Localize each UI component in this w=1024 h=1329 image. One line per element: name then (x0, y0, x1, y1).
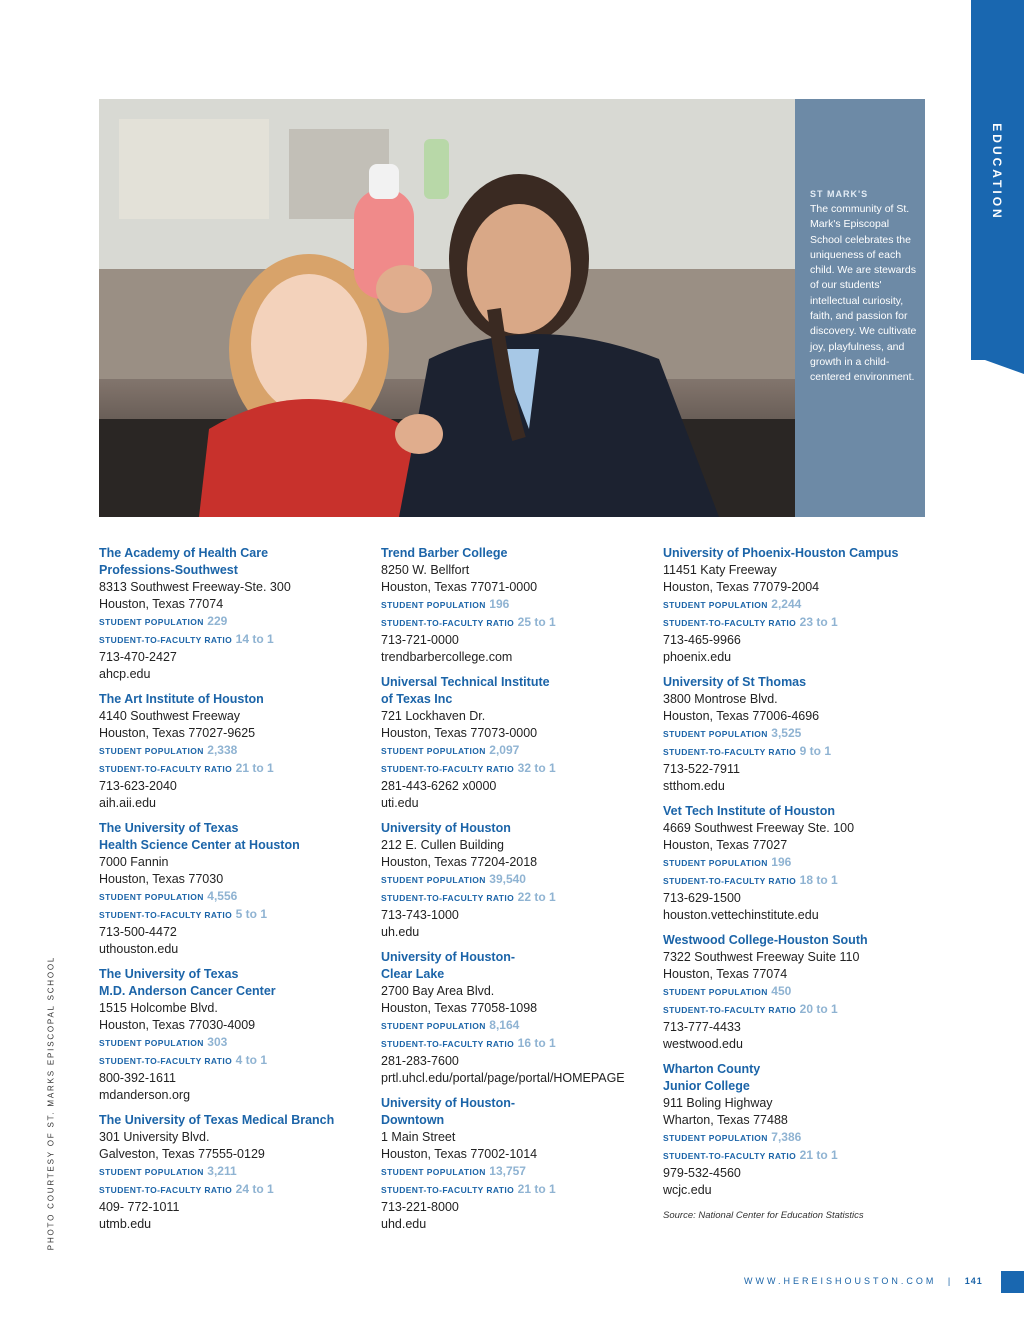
student-population-row (381, 596, 651, 614)
address-line: Houston, Texas 77058-1098 (381, 1001, 538, 1015)
student-population-value: 13,757 (489, 1164, 526, 1178)
address-line: Wharton, Texas 77488 (663, 1113, 788, 1127)
section-tab-notch (985, 360, 1024, 374)
address-line: Houston, Texas 77073-0000 (381, 726, 538, 740)
phone-number: 281-443-6262 x0000 (381, 779, 497, 793)
institution-name: University of Houston- (381, 950, 516, 964)
student-population-value: 450 (771, 984, 792, 998)
student-population-value: 8,164 (489, 1018, 520, 1032)
student-faculty-ratio-value: 18 to 1 (799, 873, 838, 887)
student-faculty-ratio-row (99, 1052, 369, 1070)
institution-name: of Texas Inc (381, 692, 453, 706)
student-population-value: 3,525 (771, 726, 802, 740)
student-faculty-ratio-label: STUDENT-TO-FACULTY RATIO (381, 1185, 515, 1195)
website: uhd.edu (381, 1217, 427, 1231)
directory-column-1 (99, 545, 369, 1241)
student-population-label: STUDENT POPULATION (99, 1038, 204, 1048)
website: mdanderson.org (99, 1088, 191, 1102)
page-number: 141 (964, 1276, 983, 1286)
student-population-row (99, 613, 369, 631)
phone-number: 713-629-1500 (663, 891, 741, 905)
address-line: 2700 Bay Area Blvd. (381, 984, 495, 998)
address-line: 911 Boling Highway (663, 1096, 773, 1110)
institution-name: Trend Barber College (381, 546, 508, 560)
student-faculty-ratio-row (99, 906, 369, 924)
student-faculty-ratio-label: STUDENT-TO-FACULTY RATIO (381, 1039, 515, 1049)
student-faculty-ratio-label: STUDENT-TO-FACULTY RATIO (381, 764, 515, 774)
feature-photo (99, 99, 795, 517)
institution-name: The Art Institute of Houston (99, 692, 264, 706)
website: uti.edu (381, 796, 419, 810)
student-population-label: STUDENT POPULATION (381, 875, 486, 885)
student-faculty-ratio-value: 22 to 1 (517, 890, 556, 904)
institution-name: Junior College (663, 1079, 750, 1093)
website: trendbarbercollege.com (381, 650, 513, 664)
address-line: 301 University Blvd. (99, 1130, 210, 1144)
footer-separator: | (947, 1276, 954, 1286)
student-population-row (663, 854, 963, 872)
page-footer (744, 1276, 983, 1286)
address-line: Houston, Texas 77074 (663, 967, 788, 981)
student-faculty-ratio-value: 23 to 1 (799, 615, 838, 629)
directory-entry (663, 932, 963, 1053)
directory-entry (99, 691, 369, 812)
institution-name: Universal Technical Institute (381, 675, 550, 689)
website: utmb.edu (99, 1217, 152, 1231)
student-population-value: 3,211 (207, 1164, 237, 1178)
student-faculty-ratio-row (381, 614, 651, 632)
address-line: 7000 Fannin (99, 855, 169, 869)
student-faculty-ratio-label: STUDENT-TO-FACULTY RATIO (99, 910, 233, 920)
directory-column-2 (381, 545, 651, 1241)
phone-number: 713-470-2427 (99, 650, 177, 664)
institution-name: The University of Texas (99, 821, 239, 835)
address-line: Houston, Texas 77071-0000 (381, 580, 538, 594)
institution-name: The Academy of Health Care (99, 546, 269, 560)
address-line: Houston, Texas 77204-2018 (381, 855, 538, 869)
directory-entry (99, 820, 369, 958)
student-population-value: 229 (207, 614, 228, 628)
directory-entry (381, 949, 651, 1087)
caption-title: ST MARK'S (810, 189, 869, 199)
phone-number: 800-392-1611 (99, 1071, 176, 1085)
directory-entry (381, 545, 651, 666)
student-population-row (99, 888, 369, 906)
institution-name: The University of Texas Medical Branch (99, 1113, 335, 1127)
photo-credit: PHOTO COURTESY OF ST. MARKS EPISCOPAL SCHOOL (46, 955, 56, 1251)
student-population-label: STUDENT POPULATION (381, 600, 486, 610)
phone-number: 713-522-7911 (663, 762, 740, 776)
website: phoenix.edu (663, 650, 732, 664)
student-faculty-ratio-label: STUDENT-TO-FACULTY RATIO (381, 618, 515, 628)
student-faculty-ratio-value: 4 to 1 (235, 1053, 267, 1067)
website: wcjc.edu (663, 1183, 712, 1197)
student-population-row (99, 1163, 369, 1181)
student-faculty-ratio-row (99, 631, 369, 649)
directory-entry (99, 545, 369, 683)
student-faculty-ratio-value: 14 to 1 (235, 632, 274, 646)
address-line: Houston, Texas 77079-2004 (663, 580, 820, 594)
student-population-value: 39,540 (489, 872, 526, 886)
student-population-row (381, 742, 651, 760)
phone-number: 713-721-0000 (381, 633, 459, 647)
student-population-row (381, 871, 651, 889)
student-population-label: STUDENT POPULATION (99, 746, 204, 756)
website: uthouston.edu (99, 942, 179, 956)
website: uh.edu (381, 925, 420, 939)
student-population-label: STUDENT POPULATION (381, 1021, 486, 1031)
address-line: Houston, Texas 77030 (99, 872, 224, 886)
phone-number: 409- 772-1011 (99, 1200, 180, 1214)
student-population-value: 7,386 (771, 1130, 802, 1144)
student-faculty-ratio-value: 24 to 1 (235, 1182, 274, 1196)
website: ahcp.edu (99, 667, 151, 681)
student-faculty-ratio-row (663, 1147, 963, 1165)
student-faculty-ratio-label: STUDENT-TO-FACULTY RATIO (99, 1056, 233, 1066)
student-population-label: STUDENT POPULATION (663, 1133, 768, 1143)
directory-entry (99, 966, 369, 1104)
student-faculty-ratio-label: STUDENT-TO-FACULTY RATIO (663, 747, 797, 757)
student-faculty-ratio-label: STUDENT-TO-FACULTY RATIO (663, 876, 797, 886)
directory-entry (663, 1061, 963, 1199)
student-population-label: STUDENT POPULATION (99, 1167, 204, 1177)
student-faculty-ratio-value: 32 to 1 (517, 761, 556, 775)
student-population-label: STUDENT POPULATION (381, 1167, 486, 1177)
student-faculty-ratio-row (99, 760, 369, 778)
student-faculty-ratio-value: 21 to 1 (235, 761, 274, 775)
address-line: 1515 Holcombe Blvd. (99, 1001, 218, 1015)
student-population-value: 2,338 (207, 743, 238, 757)
address-line: Houston, Texas 77002-1014 (381, 1147, 538, 1161)
address-line: 1 Main Street (381, 1130, 456, 1144)
student-population-label: STUDENT POPULATION (663, 858, 768, 868)
student-faculty-ratio-row (381, 889, 651, 907)
student-faculty-ratio-value: 21 to 1 (517, 1182, 556, 1196)
student-faculty-ratio-row (99, 1181, 369, 1199)
address-line: Houston, Texas 77027-9625 (99, 726, 256, 740)
address-line: Houston, Texas 77030-4009 (99, 1018, 256, 1032)
student-faculty-ratio-value: 20 to 1 (799, 1002, 838, 1016)
student-population-value: 2,244 (771, 597, 802, 611)
student-faculty-ratio-label: STUDENT-TO-FACULTY RATIO (381, 893, 515, 903)
feature-photo-illustration (99, 99, 795, 517)
address-line: 212 E. Cullen Building (381, 838, 504, 852)
student-population-row (381, 1163, 651, 1181)
student-population-label: STUDENT POPULATION (663, 987, 768, 997)
website: prtl.uhcl.edu/portal/page/portal/HOMEPAGE (381, 1071, 625, 1085)
student-faculty-ratio-row (663, 872, 963, 890)
student-population-row (99, 1034, 369, 1052)
institution-name: Professions-Southwest (99, 563, 238, 577)
student-population-row (663, 1129, 963, 1147)
institution-name: Health Science Center at Houston (99, 838, 300, 852)
directory-entry (381, 820, 651, 941)
website: aih.aii.edu (99, 796, 156, 810)
student-population-label: STUDENT POPULATION (663, 600, 768, 610)
institution-name: Wharton County (663, 1062, 761, 1076)
address-line: 3800 Montrose Blvd. (663, 692, 778, 706)
address-line: 4669 Southwest Freeway Ste. 100 (663, 821, 855, 835)
directory-entry (663, 545, 963, 666)
address-line: 8313 Southwest Freeway-Ste. 300 (99, 580, 291, 594)
student-population-label: STUDENT POPULATION (99, 617, 204, 627)
student-faculty-ratio-value: 25 to 1 (517, 615, 556, 629)
institution-name: Westwood College-Houston South (663, 933, 868, 947)
student-faculty-ratio-row (663, 1001, 963, 1019)
institution-name: University of Houston- (381, 1096, 516, 1110)
section-tab-label: EDUCATION (990, 123, 1004, 221)
student-faculty-ratio-row (381, 1181, 651, 1199)
address-line: Galveston, Texas 77555-0129 (99, 1147, 265, 1161)
institution-name: The University of Texas (99, 967, 239, 981)
website: westwood.edu (663, 1037, 743, 1051)
institution-name: University of Houston (381, 821, 511, 835)
student-faculty-ratio-value: 5 to 1 (235, 907, 267, 921)
phone-number: 713-221-8000 (381, 1200, 459, 1214)
phone-number: 713-777-4433 (663, 1020, 741, 1034)
student-faculty-ratio-label: STUDENT-TO-FACULTY RATIO (663, 1005, 797, 1015)
institution-name: Vet Tech Institute of Houston (663, 804, 835, 818)
student-faculty-ratio-label: STUDENT-TO-FACULTY RATIO (663, 1151, 797, 1161)
institution-name: Downtown (381, 1113, 445, 1127)
address-line: 721 Lockhaven Dr. (381, 709, 486, 723)
student-faculty-ratio-value: 9 to 1 (799, 744, 831, 758)
institution-name: University of St Thomas (663, 675, 807, 689)
footer-block (1001, 1271, 1024, 1293)
student-faculty-ratio-value: 21 to 1 (799, 1148, 838, 1162)
student-population-row (663, 596, 963, 614)
student-population-value: 196 (771, 855, 792, 869)
student-population-row (663, 725, 963, 743)
address-line: 8250 W. Bellfort (381, 563, 470, 577)
student-population-row (99, 742, 369, 760)
student-faculty-ratio-label: STUDENT-TO-FACULTY RATIO (99, 1185, 233, 1195)
institution-name: University of Phoenix-Houston Campus (663, 546, 899, 560)
student-faculty-ratio-row (663, 743, 963, 761)
student-faculty-ratio-row (663, 614, 963, 632)
student-population-value: 4,556 (207, 889, 238, 903)
student-population-value: 196 (489, 597, 510, 611)
address-line: Houston, Texas 77074 (99, 597, 224, 611)
student-population-value: 303 (207, 1035, 228, 1049)
student-population-row (663, 983, 963, 1001)
phone-number: 979-532-4560 (663, 1166, 741, 1180)
student-population-label: STUDENT POPULATION (663, 729, 768, 739)
phone-number: 281-283-7600 (381, 1054, 459, 1068)
phone-number: 713-500-4472 (99, 925, 177, 939)
footer-url: WWW.HEREISHOUSTON.COM (744, 1276, 937, 1286)
phone-number: 713-743-1000 (381, 908, 459, 922)
student-population-label: STUDENT POPULATION (99, 892, 204, 902)
phone-number: 713-623-2040 (99, 779, 177, 793)
student-population-row (381, 1017, 651, 1035)
student-population-value: 2,097 (489, 743, 520, 757)
directory-entry (99, 1112, 369, 1233)
address-line: 4140 Southwest Freeway (99, 709, 241, 723)
student-faculty-ratio-row (381, 1035, 651, 1053)
address-line: 7322 Southwest Freeway Suite 110 (663, 950, 860, 964)
directory-entry (381, 1095, 651, 1233)
student-faculty-ratio-row (381, 760, 651, 778)
website: stthom.edu (663, 779, 725, 793)
student-population-label: STUDENT POPULATION (381, 746, 486, 756)
source-note: Source: National Center for Education Statistics (663, 1210, 864, 1221)
address-line: Houston, Texas 77027 (663, 838, 788, 852)
directory-entry (663, 803, 963, 924)
student-faculty-ratio-value: 16 to 1 (517, 1036, 556, 1050)
institution-name: Clear Lake (381, 967, 445, 981)
directory-column-3 (663, 545, 963, 1224)
institution-name: M.D. Anderson Cancer Center (99, 984, 276, 998)
address-line: Houston, Texas 77006-4696 (663, 709, 820, 723)
address-line: 11451 Katy Freeway (663, 563, 777, 577)
student-faculty-ratio-label: STUDENT-TO-FACULTY RATIO (663, 618, 797, 628)
caption-text: The community of St. Mark's Episcopal School celebrates the uniqueness of each child. We are stewards of our students' intellectual curiosity, faith, and passion for discovery. We cultivate joy, playfulness, and growth in a child-centered environment. (810, 203, 917, 384)
website: houston.vettechinstitute.edu (663, 908, 819, 922)
directory-entry (381, 674, 651, 812)
student-faculty-ratio-label: STUDENT-TO-FACULTY RATIO (99, 764, 233, 774)
phone-number: 713-465-9966 (663, 633, 741, 647)
student-faculty-ratio-label: STUDENT-TO-FACULTY RATIO (99, 635, 233, 645)
directory-entry (663, 674, 963, 795)
